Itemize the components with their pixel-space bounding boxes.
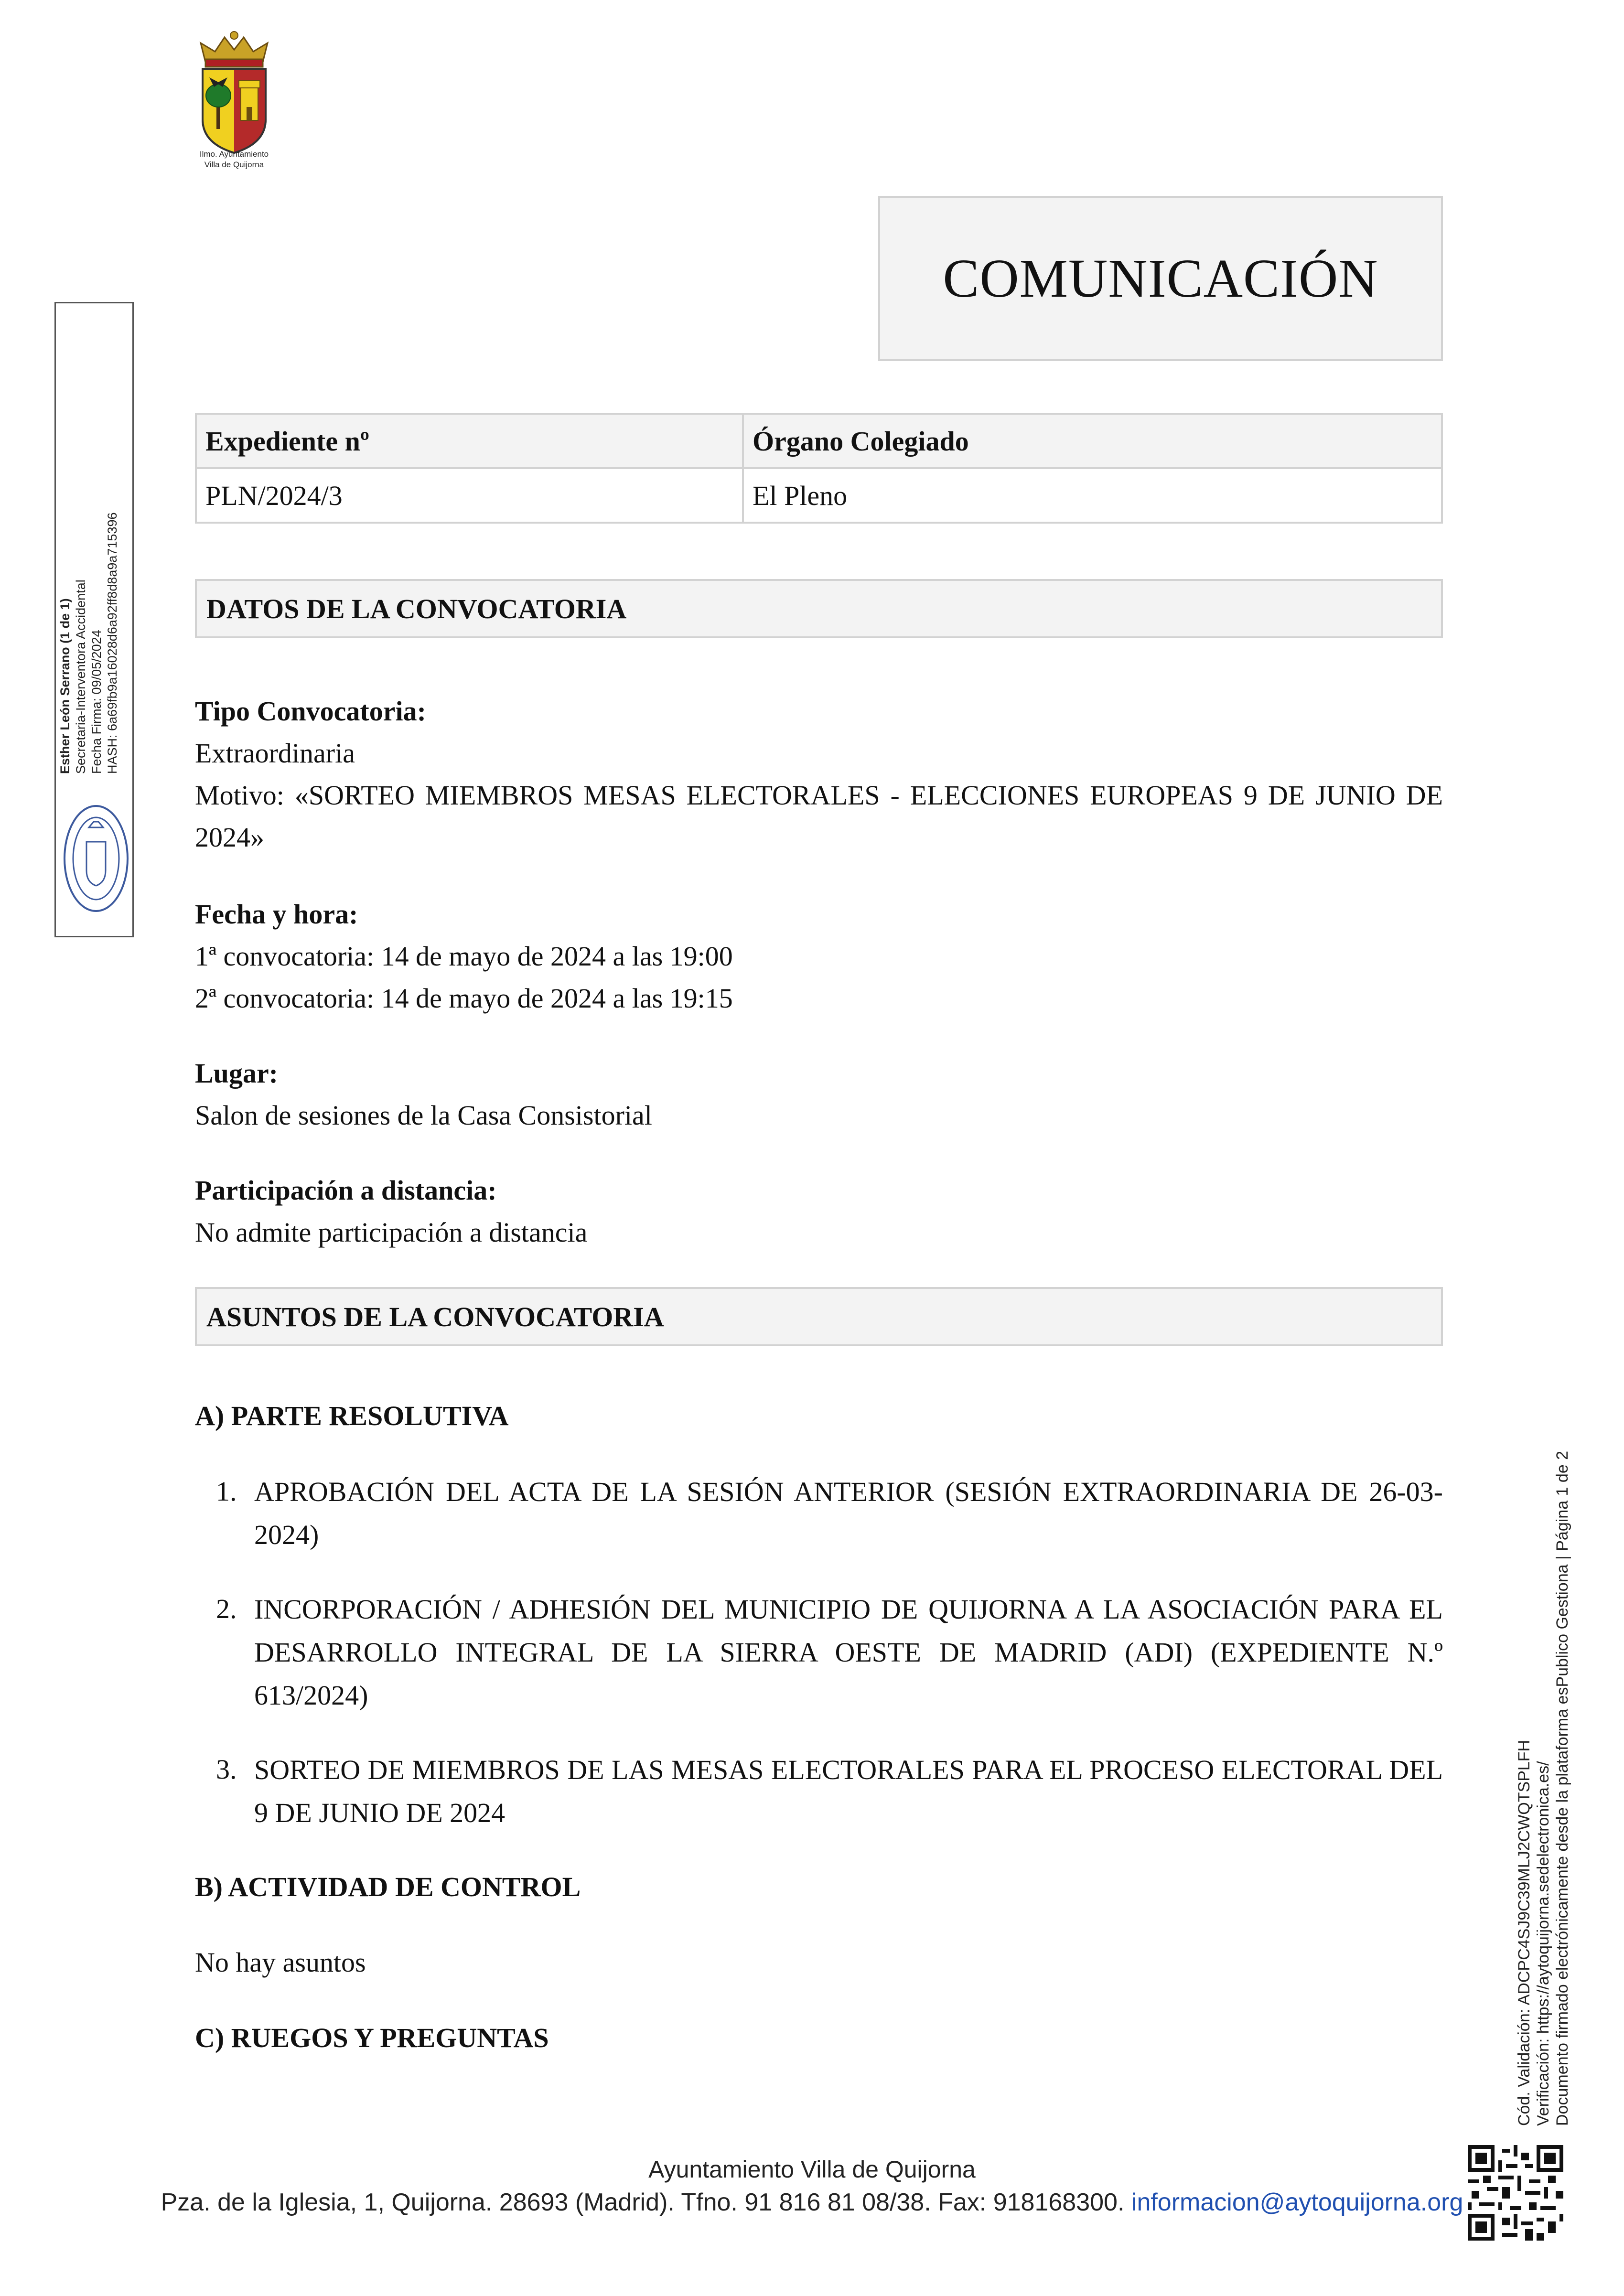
validation-text bbox=[1515, 1451, 1572, 2126]
tipo-value: Extraordinaria bbox=[195, 738, 355, 769]
logo-caption bbox=[172, 149, 296, 170]
signature-date: Fecha Firma: 09/05/2024 bbox=[89, 630, 104, 774]
footer-organization: Ayuntamiento Villa de Quijorna bbox=[648, 2156, 976, 2183]
footer-contact bbox=[0, 2188, 1624, 2217]
document-title-box bbox=[878, 196, 1443, 361]
primera-convocatoria: 1ª convocatoria: 14 de mayo de 2024 a las 19:00 bbox=[195, 941, 733, 972]
signer-name: Esther León Serrano (1 de 1) bbox=[58, 598, 72, 774]
tipo-label: Tipo Convocatoria: bbox=[195, 696, 426, 727]
official-seal-icon bbox=[60, 799, 132, 918]
table-header-row bbox=[196, 414, 1442, 468]
logo-caption-line2: Villa de Quijorna bbox=[204, 160, 264, 169]
parte-b-heading: B) ACTIVIDAD DE CONTROL bbox=[195, 1871, 581, 1902]
lugar-value: Salon de sesiones de la Casa Consistorial bbox=[195, 1100, 652, 1131]
table-row bbox=[196, 468, 1442, 523]
signer-role: Secretaria-Interventora Accidental bbox=[74, 579, 88, 774]
header-expediente: Expediente nº bbox=[196, 414, 743, 468]
document-title: COMUNICACIÓN bbox=[943, 248, 1378, 309]
footer-email-link[interactable]: informacion@aytoquijorna.org bbox=[1131, 2189, 1463, 2216]
value-expediente: PLN/2024/3 bbox=[196, 468, 743, 523]
item-3-text: SORTEO DE MIEMBROS DE LAS MESAS ELECTORALES PARA EL PROCESO ELECTORAL DEL 9 DE JUNIO DE 2024 bbox=[254, 1754, 1443, 1828]
lugar-label: Lugar: bbox=[195, 1058, 278, 1089]
value-organo: El Pleno bbox=[743, 468, 1442, 523]
info-table bbox=[195, 413, 1443, 524]
validation-code: Cód. Validación: ADCPC4SJ9C39MLJ2CWQTSPLFH bbox=[1515, 1739, 1533, 2126]
header-organo: Órgano Colegiado bbox=[743, 414, 1442, 468]
section-header-asuntos bbox=[195, 1287, 1443, 1346]
item-3-number: 3. bbox=[216, 1754, 237, 1785]
participacion-value: No admite participación a distancia bbox=[195, 1217, 588, 1248]
parte-a-heading: A) PARTE RESOLUTIVA bbox=[195, 1400, 509, 1431]
no-asuntos-text: No hay asuntos bbox=[195, 1947, 366, 1978]
signature-text bbox=[57, 487, 120, 774]
motivo-text: Motivo: «SORTEO MIEMBROS MESAS ELECTORALES - ELECCIONES EUROPEAS 9 DE JUNIO DE 2024» bbox=[195, 780, 1443, 853]
signature-hash: HASH: 6a69fb9a16028d6a92ff8d8a9a715396 bbox=[105, 512, 119, 774]
parte-c-heading: C) RUEGOS Y PREGUNTAS bbox=[195, 2022, 549, 2053]
footer-address: Pza. de la Iglesia, 1, Quijorna. 28693 (Madrid). Tfno. 91 816 81 08/38. Fax: 918168300. bbox=[161, 2189, 1125, 2216]
validation-url[interactable]: Verificación: https://aytoquijorna.sedelectronica.es/ bbox=[1534, 1761, 1552, 2126]
section-header-datos bbox=[195, 579, 1443, 638]
fecha-label: Fecha y hora: bbox=[195, 899, 358, 930]
item-2-text: INCORPORACIÓN / ADHESIÓN DEL MUNICIPIO DE QUIJORNA A LA ASOCIACIÓN PARA EL DESARROLLO INTEGRAL DE LA SIERRA OESTE DE MADRID (ADI) (EXPEDIENTE N.º 613/2024) bbox=[254, 1594, 1443, 1711]
item-1-text: APROBACIÓN DEL ACTA DE LA SESIÓN ANTERIOR (SESIÓN EXTRAORDINARIA DE 26-03-2024) bbox=[254, 1476, 1443, 1550]
item-1-number: 1. bbox=[216, 1476, 237, 1507]
logo-caption-line1: Ilmo. Ayuntamiento bbox=[199, 150, 269, 159]
section-title-datos: DATOS DE LA CONVOCATORIA bbox=[206, 593, 627, 624]
item-2-number: 2. bbox=[216, 1593, 237, 1624]
participacion-label: Participación a distancia: bbox=[195, 1175, 497, 1206]
section-title-asuntos: ASUNTOS DE LA CONVOCATORIA bbox=[206, 1301, 664, 1332]
segunda-convocatoria: 2ª convocatoria: 14 de mayo de 2024 a las 19:15 bbox=[195, 983, 733, 1014]
validation-document: Documento firmado electrónicamente desde la plataforma esPublico Gestiona | Página 1 de 2 bbox=[1553, 1450, 1571, 2126]
